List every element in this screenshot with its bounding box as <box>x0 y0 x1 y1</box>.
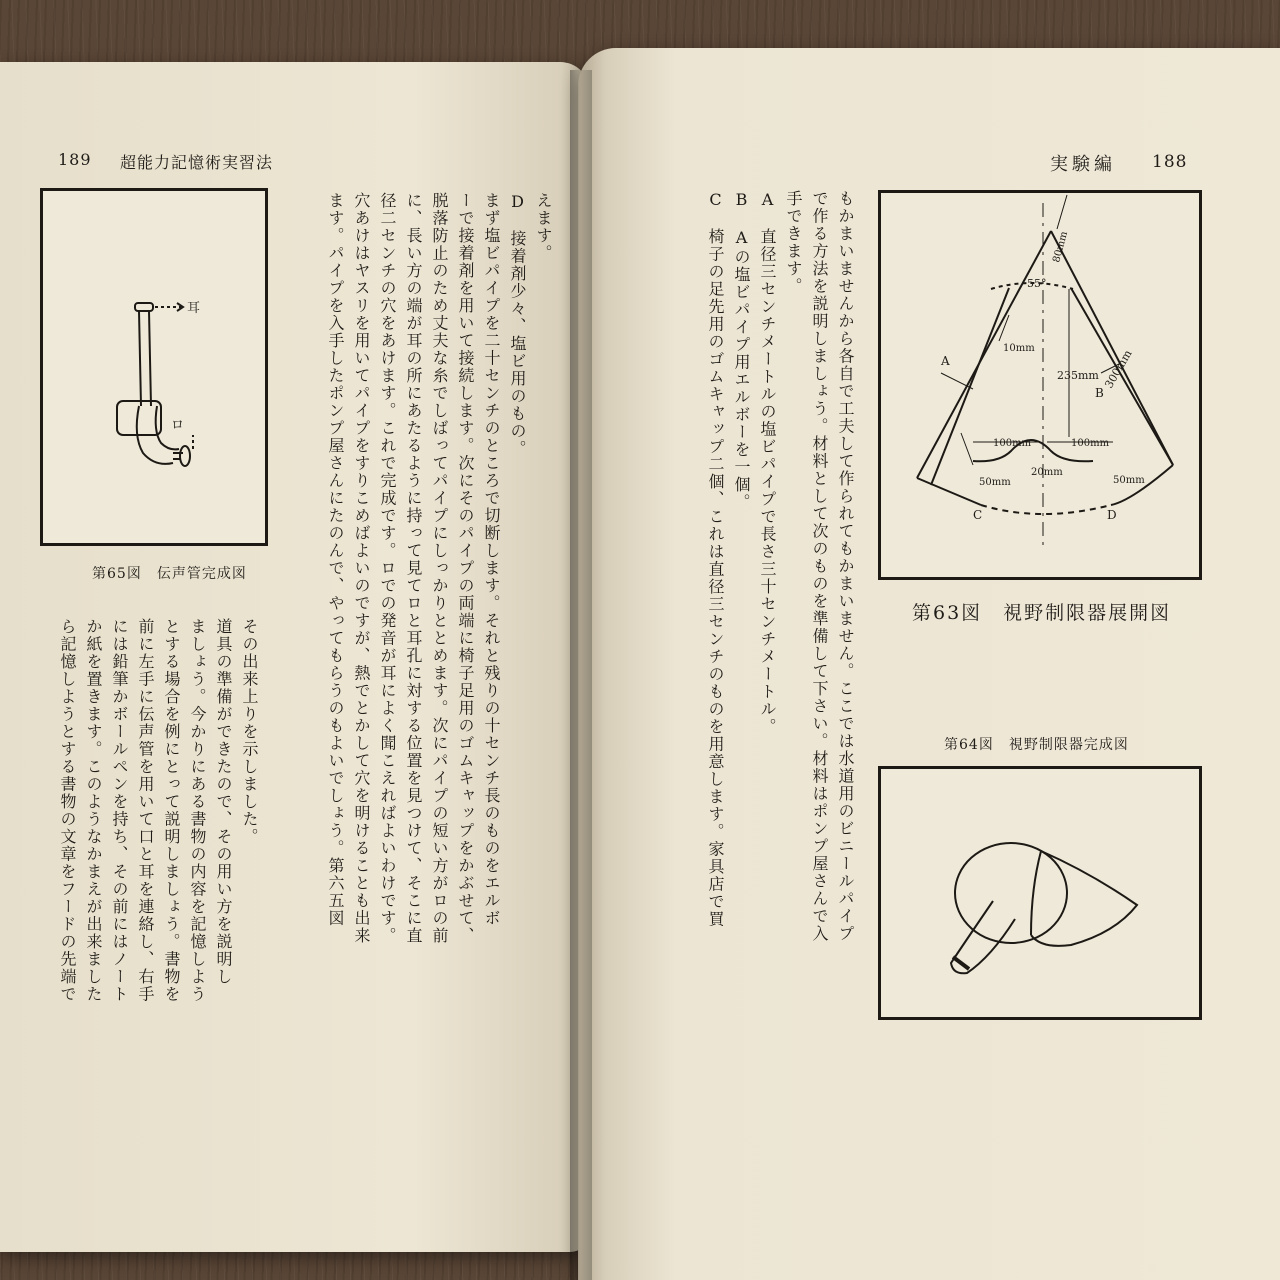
text-column: か紙を置きます。このようなかまえが出来ました <box>84 618 103 1003</box>
lower-cap <box>180 446 190 466</box>
field-limiter-development-drawing <box>881 193 1199 577</box>
figure-65-frame <box>40 188 268 546</box>
width-label: 10mm <box>1003 343 1035 354</box>
corner-left-label: 50mm <box>979 477 1011 488</box>
label-a: A <box>941 354 950 368</box>
text-column: もかまいませんから各自で工夫して作られてもかまいません。ここでは水道用のビニールパイプ <box>836 190 855 943</box>
figure-64-caption: 第64図 視野制限器完成図 <box>944 737 1129 753</box>
text-column: ーで接着剤を用いて接続します。次にそのパイプの両端に椅子足用のゴムキャップをかぶせて、 <box>456 192 475 945</box>
label-b: B <box>1095 386 1104 400</box>
half-left-label: 100mm <box>993 438 1032 449</box>
text-column: 径二センチの穴をあけます。これで完成です。ロでの発音が耳によく聞こえればよいわけです。 <box>378 192 397 945</box>
ear-label: 耳 <box>187 301 201 316</box>
right-page-number: 188 <box>1152 152 1188 172</box>
right-body-text <box>702 190 858 1090</box>
text-column: で作る方法を説明しましょう。材料として次のものを準備して下さい。材料はポンプ屋さんで入 <box>810 190 829 943</box>
left-page-number: 189 <box>58 150 92 169</box>
right-running-title: 実験編 <box>1050 154 1116 175</box>
field-limiter-completed-drawing <box>881 769 1199 1017</box>
text-column: 前に左手に伝声管を用いて口と耳を連絡し、右手 <box>136 618 155 1003</box>
text-column: えます。 <box>534 192 553 262</box>
side-length-label: 300mm <box>1102 347 1135 391</box>
text-column: まず塩ビパイプを二十センチのところで切断します。それと残りの十センチ長のものをエルボ <box>482 192 501 927</box>
half-right-label: 100mm <box>1071 438 1110 449</box>
label-c: C <box>973 508 983 522</box>
mouth-label: ロ <box>171 418 185 433</box>
upper-cap <box>135 303 153 311</box>
text-column: 穴あけはヤスリを用いてパイプをすりこめばよいのですが、熱でとかして穴を明けることも出来 <box>352 192 371 945</box>
angle-label: 55° <box>1027 277 1047 290</box>
label-d: D <box>1107 508 1117 522</box>
text-column: ます。パイプを入手したポンプ屋さんにたのんで、やってもらうのもよいでしょう。第六五図 <box>326 192 345 927</box>
text-column: 手できます。 <box>784 190 803 295</box>
figure-64-frame <box>878 766 1202 1020</box>
top-length-label: 80mm <box>1051 230 1071 264</box>
left-running-title: 超能力記憶術実習法 <box>120 153 274 172</box>
long-pipe <box>139 311 151 406</box>
text-column: に、長い方の端が耳の所にあたるように持って見てロと耳孔に対する位置を見つけて、そこに直 <box>404 192 423 945</box>
left-upper-body-text <box>322 192 556 1072</box>
text-column: 道具の準備ができたので、その用い方を説明し <box>214 618 233 986</box>
text-column: B Aの塩ビパイプ用エルボーを一個。 <box>732 190 751 511</box>
text-column: 脱落防止のため丈夫な糸でしばってパイプにしっかりととめます。次にパイプの短い方がロの前 <box>430 192 449 945</box>
dashed-arc <box>981 505 1111 514</box>
left-lower-body-text <box>54 618 262 1078</box>
eyecup <box>955 843 1067 943</box>
text-column: には鉛筆かボールペンを持ち、その前にはノート <box>110 618 129 1003</box>
text-column: A 直径三センチメートルの塩ビパイプで長さ三十センチメートル。 <box>758 190 777 736</box>
text-column: ら記憶しようとする書物の文章をフードの先端で <box>58 618 77 1003</box>
speaking-tube-drawing <box>43 191 265 543</box>
corner-right-label: 50mm <box>1113 475 1145 486</box>
figure-65-caption: 第65図 伝声管完成図 <box>92 566 247 582</box>
notch-label: 20mm <box>1031 467 1063 478</box>
height-label: 235mm <box>1057 369 1099 382</box>
text-column: ましょう。今かりにある書物の内容を記憶しよう <box>188 618 207 1003</box>
text-column: C 椅子の足先用のゴムキャップ二個、これは直径三センチのものを用意します。家具店で買 <box>706 190 725 928</box>
figure-63-frame <box>878 190 1202 580</box>
book-gutter <box>570 70 592 1280</box>
text-column: とする場合を例にとって説明しましょう。書物を <box>162 618 181 1003</box>
figure-63-caption: 第63図 視野制限器展開図 <box>912 602 1172 624</box>
text-column: その出来上りを示しました。 <box>240 618 259 846</box>
text-column: D 接着剤少々、塩ビ用のもの。 <box>508 192 527 458</box>
